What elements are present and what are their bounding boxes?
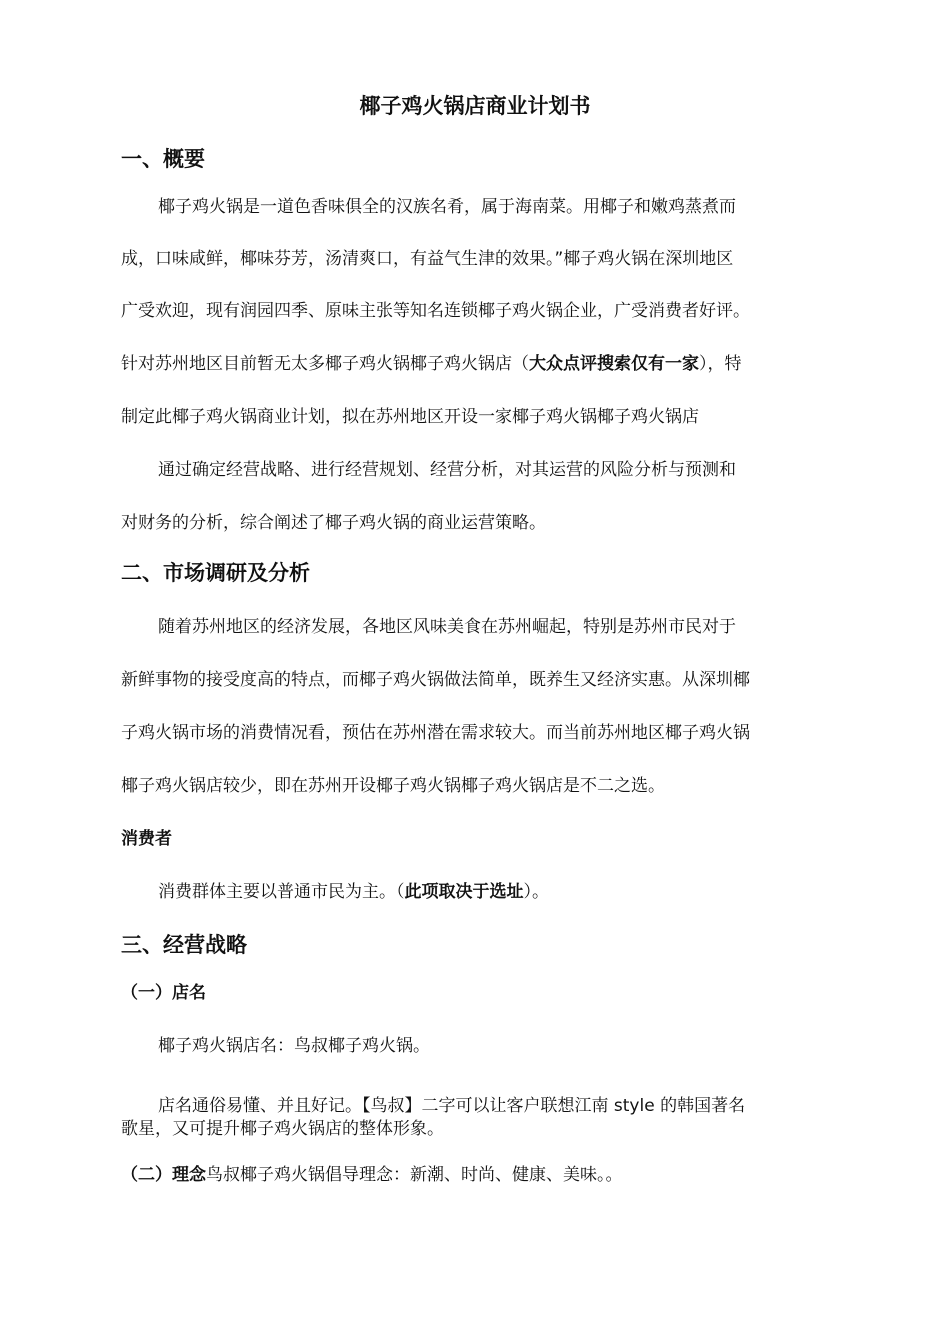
overview-line-4-end: ），特 [699,354,742,374]
overview-line-4 [121,349,742,374]
section-heading-market: 二、市场调研及分析 [121,561,310,585]
overview-para2-line-1: 通过确定经营战略、进行经营规划、经营分析，对其运营的风险分析与预测和 [158,460,736,480]
store-name-para-line-2: 歌星，又可提升椰子鸡火锅店的整体形象。 [121,1119,444,1139]
overview-para2-line-2: 对财务的分析，综合阐述了椰子鸡火锅的商业运营策略。 [121,513,546,533]
store-name-line: 椰子鸡火锅店名：鸟叔椰子鸡火锅。 [158,1036,430,1056]
overview-line-5: 制定此椰子鸡火锅商业计划，拟在苏州地区开设一家椰子鸡火锅椰子鸡火锅店 [121,407,699,427]
market-line-3: 子鸡火锅市场的消费情况看，预估在苏州潜在需求较大。而当前苏州地区椰子鸡火锅 [121,723,750,743]
section-heading-overview: 一、概要 [121,147,205,171]
consumer-heading: 消费者 [121,829,172,849]
subsection-heading-store-name: （一）店名 [121,983,206,1003]
concept-text: 鸟叔椰子鸡火锅倡导理念：新潮、时尚、健康、美味。。 [206,1165,623,1185]
consumer-line-end: ）。 [523,882,549,902]
consumer-line-bold: 此项取决于选址 [404,882,524,902]
market-line-2: 新鲜事物的接受度高的特点，而椰子鸡火锅做法简单，既养生又经济实惠。从深圳椰 [121,670,750,690]
concept-label: （二）理念 [121,1165,206,1185]
overview-line-1: 椰子鸡火锅是一道色香味俱全的汉族名肴，属于海南菜。用椰子和嫩鸡蒸煮而 [158,197,736,217]
overview-line-3: 广受欢迎，现有润园四季、原味主张等知名连锁椰子鸡火锅企业，广受消费者好评。 [121,301,750,321]
section-heading-strategy: 三、经营战略 [121,933,247,957]
market-line-4: 椰子鸡火锅店较少，即在苏州开设椰子鸡火锅椰子鸡火锅店是不二之选。 [121,776,665,796]
overview-line-4-text: 针对苏州地区目前暂无太多椰子鸡火锅椰子鸡火锅店（ [121,354,529,374]
market-line-1: 随着苏州地区的经济发展，各地区风味美食在苏州崛起，特别是苏州市民对于 [158,617,736,637]
concept-line [121,1160,623,1185]
overview-line-2: 成，口味咸鲜，椰味芬芳，汤清爽口，有益气生津的效果。”椰子鸡火锅在深圳地区 [121,249,734,269]
store-name-para-line-1: 店名通俗易懂、并且好记。【鸟叔】二字可以让客户联想江南 style 的韩国著名 [158,1096,746,1116]
document-title: 椰子鸡火锅店商业计划书 [359,94,591,118]
consumer-line [158,877,549,902]
consumer-line-text: 消费群体主要以普通市民为主。（ [158,882,405,902]
overview-line-4-bold: 大众点评搜索仅有一家 [529,354,699,374]
